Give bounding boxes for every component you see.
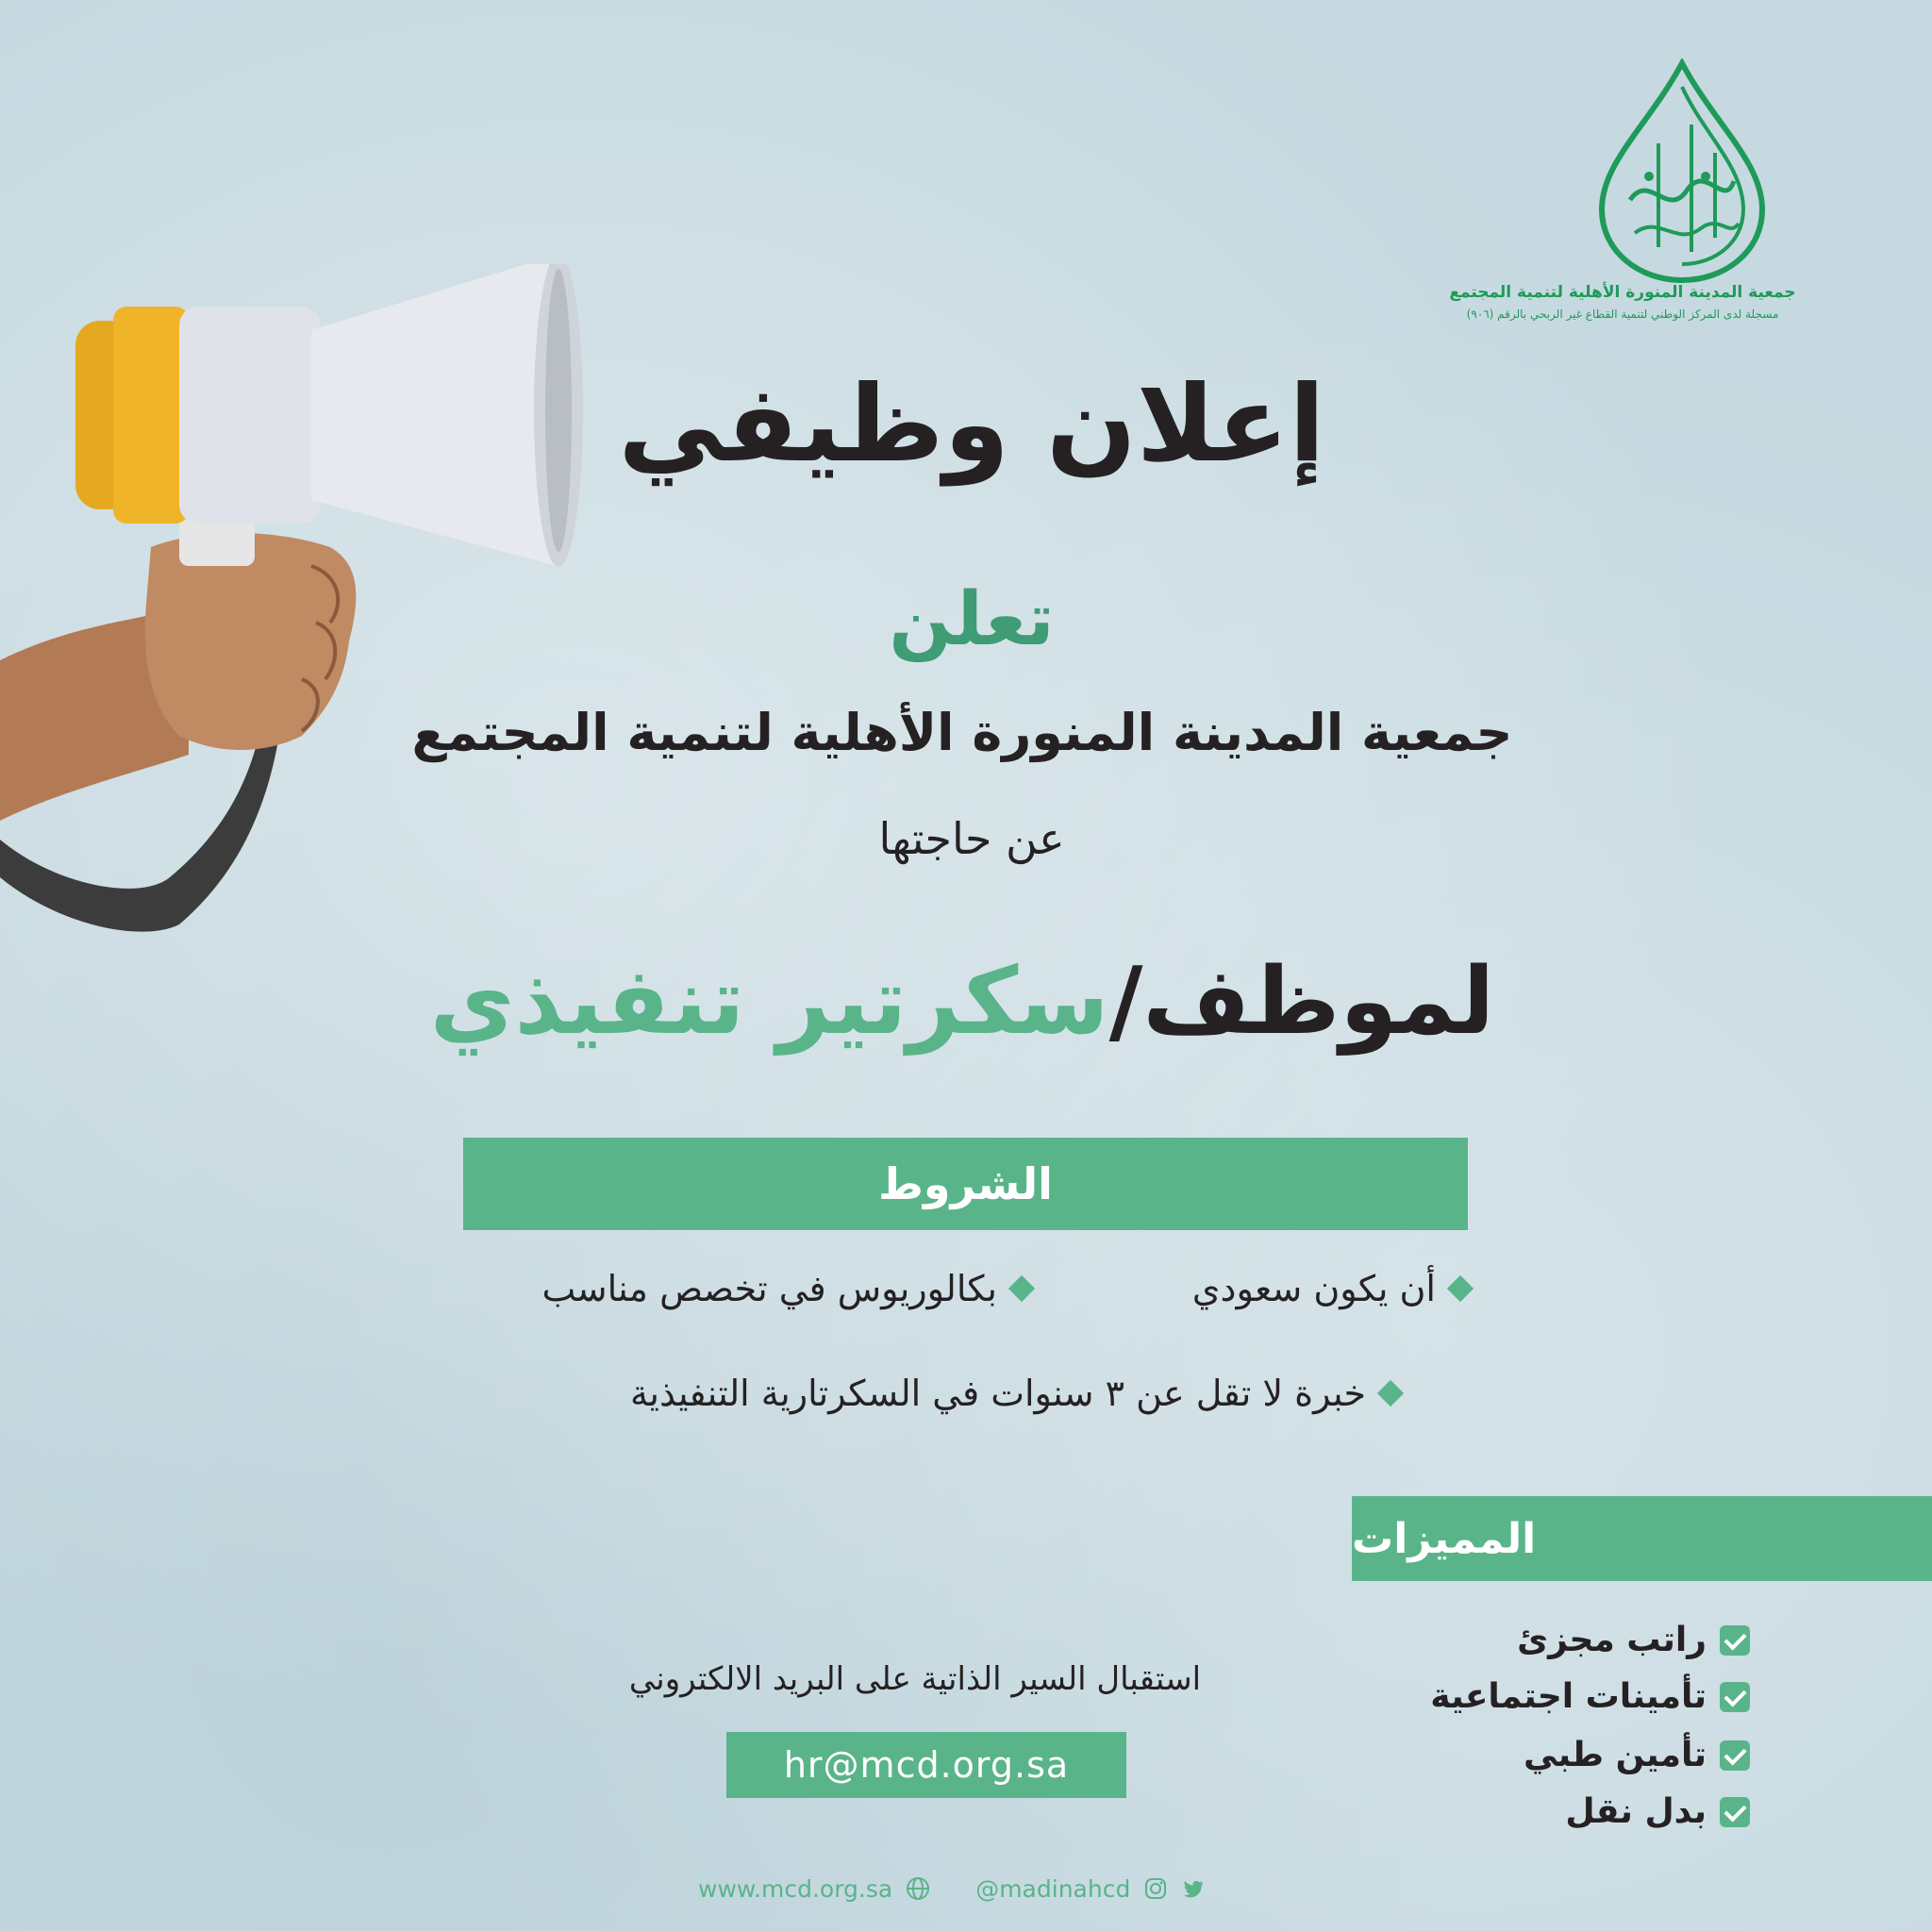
- condition-item: [630, 1373, 1400, 1414]
- diamond-bullet-icon: [1377, 1380, 1404, 1407]
- feature-text: راتب مجزئ: [1517, 1621, 1707, 1659]
- feature-item: [1565, 1792, 1750, 1831]
- position-name: سكرتير تنفيذي: [429, 948, 1109, 1056]
- footer: [698, 1870, 1206, 1907]
- condition-item: [1192, 1268, 1470, 1309]
- feature-item: [1524, 1736, 1750, 1774]
- logo-registration: مسجلة لدى المركز الوطني لتنمية القطاع غير الربحي بالرقم (٩٠٦): [1466, 308, 1779, 321]
- logo-emblem: [1592, 58, 1772, 285]
- checkbox-icon: [1720, 1625, 1750, 1656]
- position-prefix: لموظف/: [1108, 948, 1495, 1056]
- feature-text: تأمين طبي: [1524, 1736, 1707, 1774]
- position-title: [358, 948, 1566, 1056]
- organization-name: جمعية المدينة المنورة الأهلية لتنمية المجتمع: [411, 703, 1513, 762]
- headline: إعلان وظيفي: [618, 363, 1325, 486]
- condition-item: [541, 1268, 1031, 1309]
- checkbox-icon: [1720, 1682, 1750, 1712]
- feature-text: تأمينات اجتماعية: [1430, 1677, 1707, 1716]
- megaphone-image: [0, 264, 604, 943]
- condition-text: أن يكون سعودي: [1191, 1268, 1436, 1309]
- website-link[interactable]: www.mcd.org.sa: [698, 1874, 893, 1903]
- cv-instructions: استقبال السير الذاتية على البريد الالكتروني: [628, 1660, 1202, 1698]
- features-header: المميزات: [1352, 1496, 1932, 1581]
- social-handle[interactable]: @madinahcd: [975, 1874, 1131, 1903]
- feature-item: [1517, 1621, 1750, 1659]
- diamond-bullet-icon: [1447, 1275, 1474, 1302]
- checkbox-icon: [1720, 1740, 1750, 1771]
- feature-item: [1430, 1677, 1750, 1716]
- twitter-icon: [1181, 1876, 1206, 1901]
- checkbox-icon: [1720, 1797, 1750, 1827]
- instagram-icon: [1143, 1876, 1168, 1901]
- conditions-header: الشروط: [463, 1138, 1468, 1230]
- announces-text: تعلن: [889, 577, 1055, 662]
- need-text: عن حاجتها: [878, 813, 1065, 864]
- feature-text: بدل نقل: [1565, 1792, 1707, 1831]
- globe-icon: [906, 1876, 930, 1901]
- diamond-bullet-icon: [1008, 1275, 1035, 1302]
- condition-text: بكالوريوس في تخصص مناسب: [541, 1268, 997, 1309]
- logo-org-name: جمعية المدينة المنورة الأهلية لتنمية المجتمع: [1449, 283, 1796, 302]
- email-link[interactable]: hr@mcd.org.sa: [726, 1732, 1126, 1798]
- condition-text: خبرة لا تقل عن ٣ سنوات في السكرتارية التنفيذية: [630, 1373, 1366, 1414]
